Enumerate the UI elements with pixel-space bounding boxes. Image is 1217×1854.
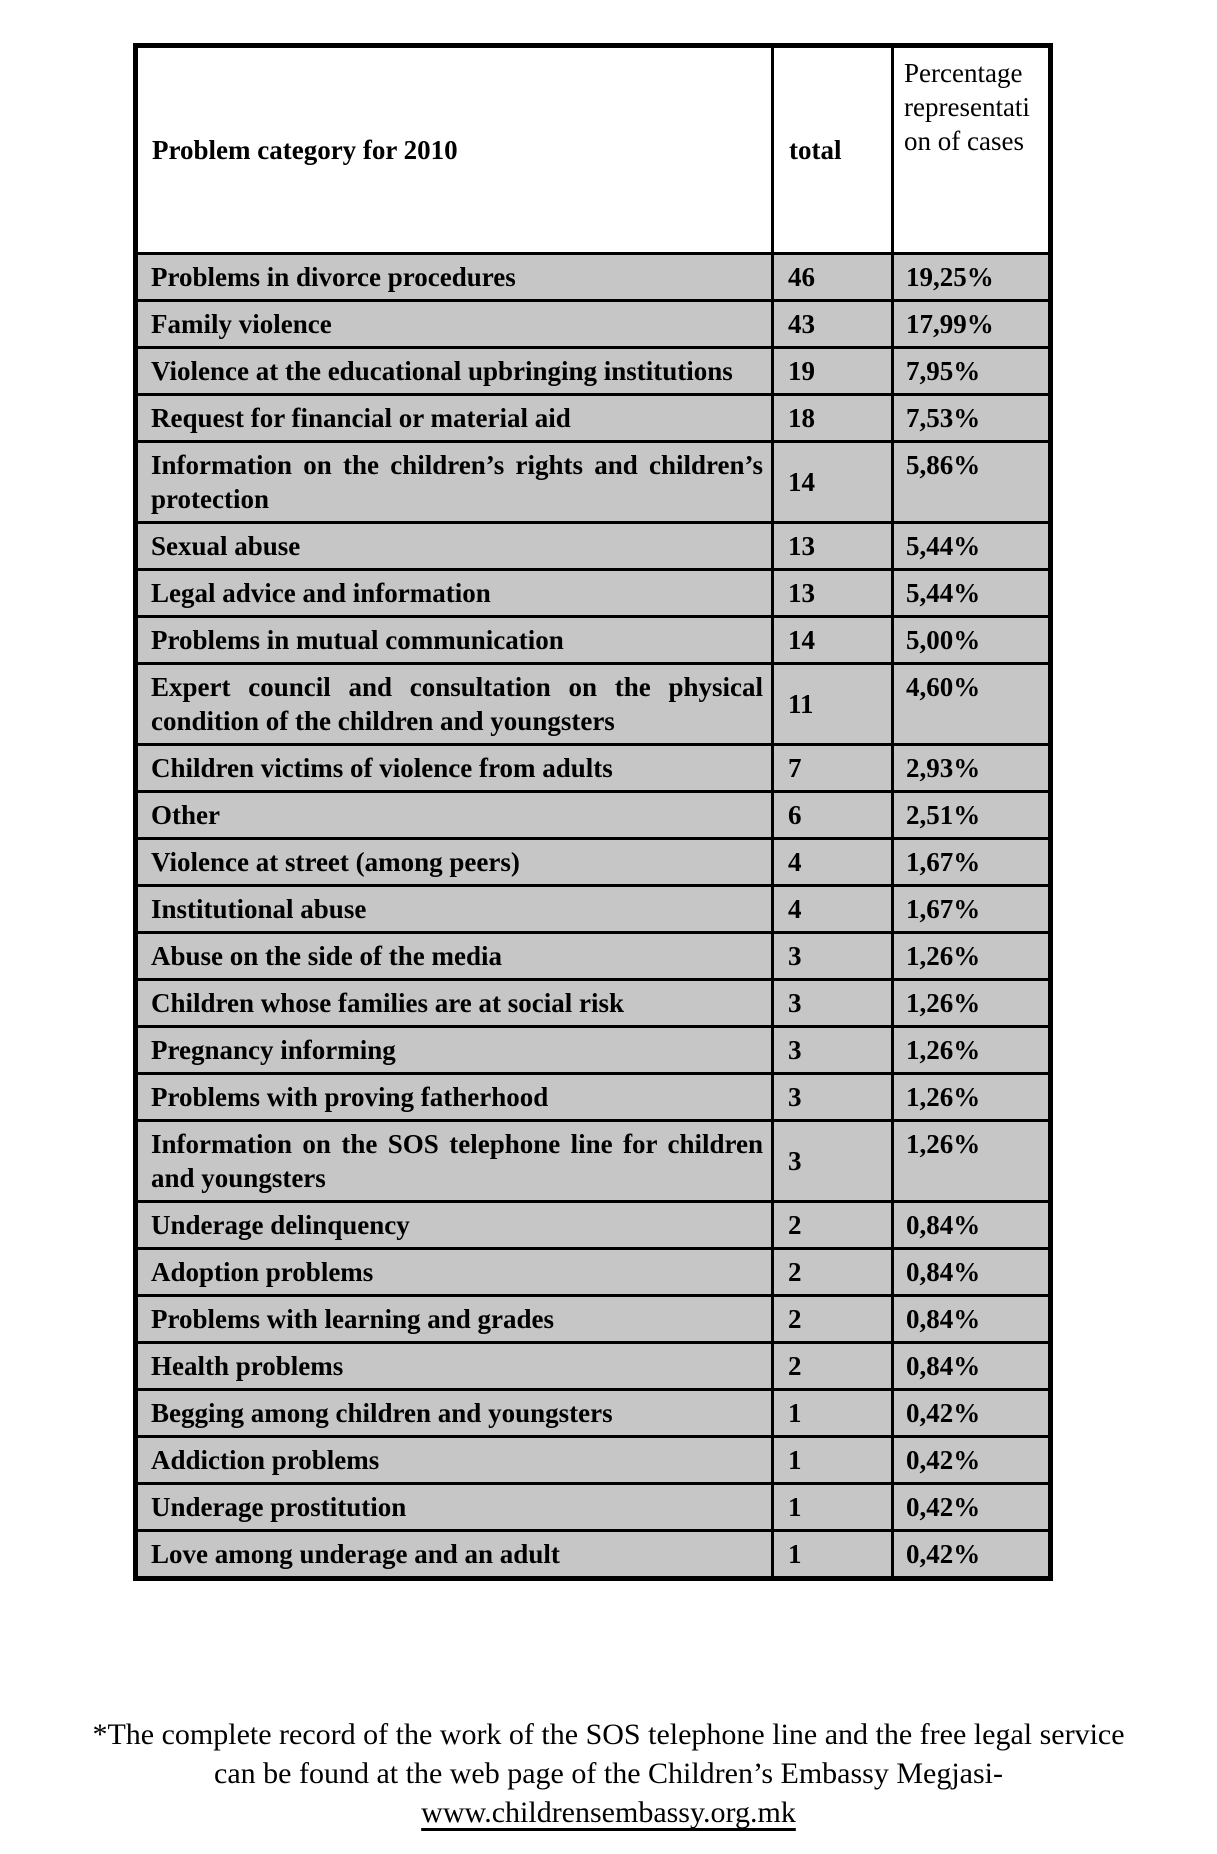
table-row [136, 442, 1051, 523]
percentage-cell: 1,67% [893, 886, 1051, 933]
total-cell: 14 [773, 442, 893, 523]
percentage-cell: 0,84% [893, 1249, 1051, 1296]
category-cell: Information on the children’s rights and children’s protection [136, 442, 773, 523]
total-cell: 11 [773, 664, 893, 745]
total-cell: 1 [773, 1437, 893, 1484]
percentage-cell: 0,42% [893, 1484, 1051, 1531]
category-cell: Adoption problems [136, 1249, 773, 1296]
percentage-cell: 17,99% [893, 301, 1051, 348]
percentage-cell: 5,44% [893, 570, 1051, 617]
category-cell: Children whose families are at social risk [136, 980, 773, 1027]
total-cell: 6 [773, 792, 893, 839]
category-cell: Underage prostitution [136, 1484, 773, 1531]
percentage-cell: 1,26% [893, 1074, 1051, 1121]
table-row [136, 1249, 1051, 1296]
percentage-cell: 1,26% [893, 1121, 1051, 1202]
total-cell: 2 [773, 1343, 893, 1390]
column-header-category: Problem category for 2010 [136, 46, 773, 254]
category-cell: Information on the SOS telephone line for children and youngsters [136, 1121, 773, 1202]
total-cell: 43 [773, 301, 893, 348]
column-header-percentage: Percentage representation of cases [893, 46, 1051, 254]
table-row [136, 1121, 1051, 1202]
total-cell: 14 [773, 617, 893, 664]
percentage-cell: 5,44% [893, 523, 1051, 570]
category-cell: Expert council and consultation on the physical condition of the children and youngsters [136, 664, 773, 745]
percentage-cell: 1,26% [893, 933, 1051, 980]
total-cell: 3 [773, 980, 893, 1027]
table-header [136, 46, 1051, 254]
total-cell: 4 [773, 839, 893, 886]
table-container [133, 43, 1048, 1581]
table-row [136, 980, 1051, 1027]
total-cell: 18 [773, 395, 893, 442]
table-row [136, 1484, 1051, 1531]
total-cell: 3 [773, 1121, 893, 1202]
total-cell: 3 [773, 1027, 893, 1074]
total-cell: 19 [773, 348, 893, 395]
total-cell: 3 [773, 1074, 893, 1121]
total-cell: 13 [773, 523, 893, 570]
total-cell: 2 [773, 1296, 893, 1343]
footnote-line-1: *The complete record of the work of the SOS telephone line and the free legal service [92, 1718, 1125, 1751]
total-cell: 7 [773, 745, 893, 792]
category-cell: Legal advice and information [136, 570, 773, 617]
percentage-cell: 7,53% [893, 395, 1051, 442]
total-cell: 2 [773, 1202, 893, 1249]
category-cell: Problems with learning and grades [136, 1296, 773, 1343]
table-row [136, 1296, 1051, 1343]
table-row [136, 933, 1051, 980]
percentage-cell: 0,84% [893, 1296, 1051, 1343]
category-cell: Other [136, 792, 773, 839]
footnote [0, 1715, 1217, 1832]
table-row [136, 348, 1051, 395]
total-cell: 1 [773, 1484, 893, 1531]
table-row [136, 1531, 1051, 1579]
table-row [136, 617, 1051, 664]
table-row [136, 254, 1051, 301]
table-row [136, 664, 1051, 745]
category-cell: Problems with proving fatherhood [136, 1074, 773, 1121]
percentage-cell: 0,42% [893, 1531, 1051, 1579]
table-row [136, 1074, 1051, 1121]
category-cell: Children victims of violence from adults [136, 745, 773, 792]
category-cell: Pregnancy informing [136, 1027, 773, 1074]
total-cell: 3 [773, 933, 893, 980]
table-row [136, 1202, 1051, 1249]
percentage-cell: 1,26% [893, 980, 1051, 1027]
table-row [136, 1343, 1051, 1390]
percentage-cell: 0,42% [893, 1390, 1051, 1437]
category-cell: Abuse on the side of the media [136, 933, 773, 980]
percentage-cell: 0,42% [893, 1437, 1051, 1484]
category-cell: Sexual abuse [136, 523, 773, 570]
table-row [136, 301, 1051, 348]
percentage-cell: 19,25% [893, 254, 1051, 301]
table-row [136, 1027, 1051, 1074]
percentage-cell: 4,60% [893, 664, 1051, 745]
table-row [136, 395, 1051, 442]
category-cell: Begging among children and youngsters [136, 1390, 773, 1437]
table-row [136, 839, 1051, 886]
total-cell: 46 [773, 254, 893, 301]
problem-category-table [133, 43, 1053, 1581]
category-cell: Family violence [136, 301, 773, 348]
percentage-cell: 0,84% [893, 1343, 1051, 1390]
category-cell: Underage delinquency [136, 1202, 773, 1249]
table-row [136, 1437, 1051, 1484]
category-cell: Institutional abuse [136, 886, 773, 933]
category-cell: Request for financial or material aid [136, 395, 773, 442]
table-row [136, 792, 1051, 839]
total-cell: 13 [773, 570, 893, 617]
total-cell: 4 [773, 886, 893, 933]
table-row [136, 745, 1051, 792]
category-cell: Violence at the educational upbringing institutions [136, 348, 773, 395]
category-cell: Problems in mutual communication [136, 617, 773, 664]
footnote-line-2: can be found at the web page of the Children’s Embassy Megjasi- [214, 1757, 1003, 1790]
category-cell: Violence at street (among peers) [136, 839, 773, 886]
category-cell: Love among underage and an adult [136, 1531, 773, 1579]
table-body [136, 254, 1051, 1579]
column-header-total: total [773, 46, 893, 254]
total-cell: 1 [773, 1390, 893, 1437]
total-cell: 1 [773, 1531, 893, 1579]
table-row [136, 523, 1051, 570]
table-row [136, 1390, 1051, 1437]
percentage-cell: 2,93% [893, 745, 1051, 792]
percentage-cell: 5,86% [893, 442, 1051, 523]
table-row [136, 886, 1051, 933]
category-cell: Addiction problems [136, 1437, 773, 1484]
total-cell: 2 [773, 1249, 893, 1296]
table-row [136, 570, 1051, 617]
embassy-link[interactable]: www.childrensembassy.org.mk [421, 1796, 796, 1829]
header-row [136, 46, 1051, 254]
percentage-cell: 1,26% [893, 1027, 1051, 1074]
category-cell: Problems in divorce procedures [136, 254, 773, 301]
percentage-cell: 2,51% [893, 792, 1051, 839]
percentage-cell: 7,95% [893, 348, 1051, 395]
percentage-cell: 0,84% [893, 1202, 1051, 1249]
percentage-cell: 1,67% [893, 839, 1051, 886]
percentage-cell: 5,00% [893, 617, 1051, 664]
category-cell: Health problems [136, 1343, 773, 1390]
